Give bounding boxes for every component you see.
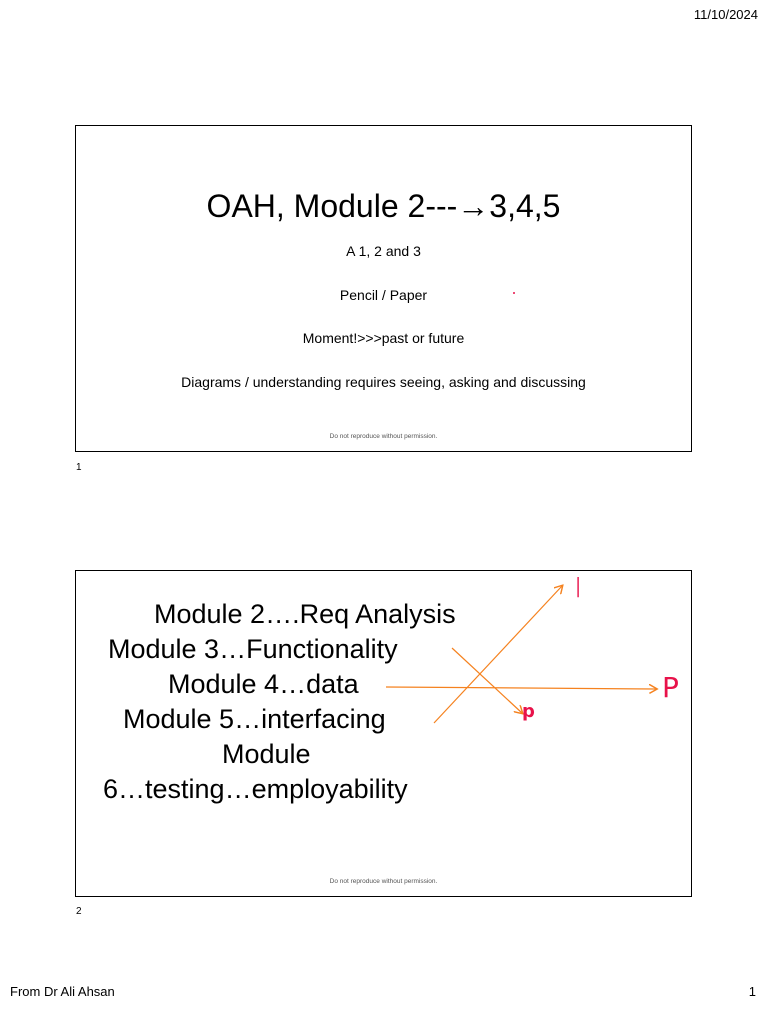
module-line-6a: Module <box>222 739 311 769</box>
handwritten-P: P <box>662 671 679 704</box>
arrow-to-p <box>452 648 522 713</box>
slide-2 <box>75 570 692 897</box>
copyright-notice: Do not reproduce without permission. <box>329 433 438 440</box>
module-line-5: Module 5…interfacing <box>123 704 386 734</box>
title-text: OAH, Module 2--- <box>206 188 458 224</box>
slide-line-3: Moment!>>>past or future <box>302 330 465 346</box>
annotation-arrows <box>76 571 693 898</box>
slide-title <box>76 188 691 225</box>
footer-page-number: 1 <box>748 984 756 999</box>
module-line-4: Module 4…data <box>168 669 359 699</box>
title-tail: 3,4,5 <box>489 188 561 224</box>
slide-number: 1 <box>76 462 82 473</box>
module-line-2: Module 2….Req Analysis <box>154 599 456 629</box>
copyright-notice: Do not reproduce without permission. <box>329 878 438 885</box>
handwritten-I: I <box>574 571 583 604</box>
slide-line-1: A 1, 2 and 3 <box>346 243 421 259</box>
footer-author: From Dr Ali Ahsan <box>10 984 115 999</box>
print-date: 11/10/2024 <box>693 7 758 22</box>
module-line-3: Module 3…Functionality <box>108 634 398 664</box>
slide-1 <box>75 125 692 452</box>
arrow-right-icon: → <box>457 188 490 224</box>
module-line-6b: 6…testing…employability <box>103 774 408 804</box>
slide-line-4: Diagrams / understanding requires seeing, asking and discussing <box>181 374 586 390</box>
arrow-to-P <box>386 687 656 689</box>
slide-line-2: Pencil / Paper <box>339 287 428 303</box>
ink-dot <box>513 292 515 294</box>
arrow-to-I <box>434 586 562 723</box>
slide-number: 2 <box>76 906 82 917</box>
handwritten-p: p <box>522 701 535 722</box>
